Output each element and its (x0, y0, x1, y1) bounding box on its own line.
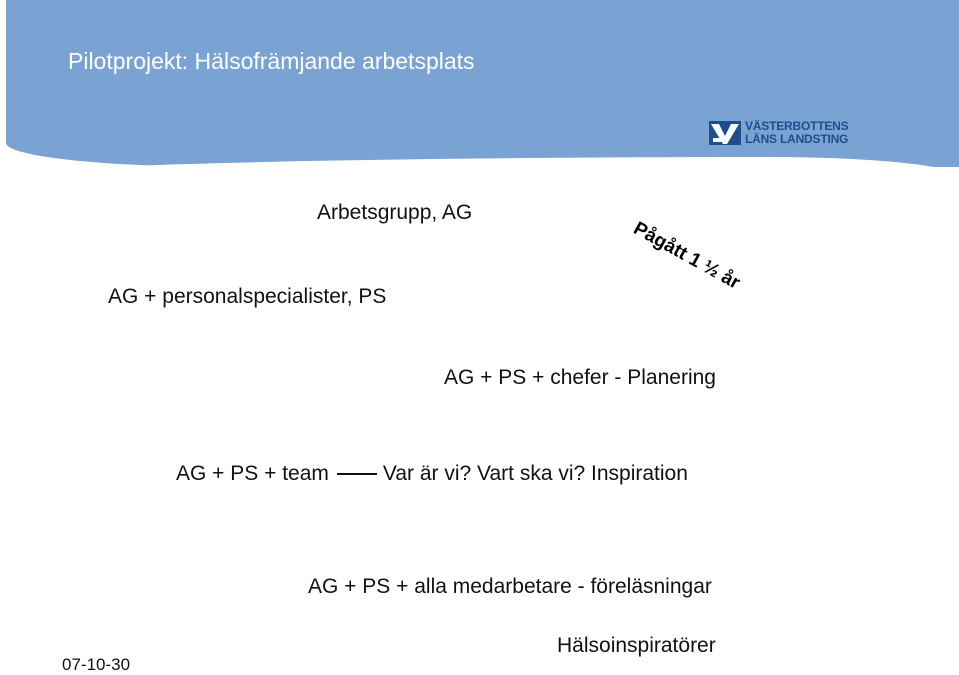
step-team-question: Var är vi? Vart ska vi? Inspiration (382, 462, 688, 485)
logo-line-1: VÄSTERBOTTENS (745, 119, 849, 133)
slide-date: 07-10-30 (62, 655, 131, 674)
team-connector-line (337, 473, 377, 475)
step-chefer-planering: AG + PS + chefer - Planering (444, 366, 716, 389)
logo-text (745, 120, 848, 146)
step-alla-medarbetare: AG + PS + alla medarbetare - föreläsningar (308, 575, 712, 598)
step-team-label: AG + PS + team (176, 462, 329, 485)
logo-line-2: LÄNS LANDSTING (745, 132, 849, 146)
step-arbetsgrupp: Arbetsgrupp, AG (317, 201, 473, 224)
duration-note: Pågått 1 ½ år (629, 218, 744, 294)
step-personalspecialister: AG + personalspecialister, PS (108, 285, 387, 308)
step-team (176, 462, 688, 486)
step-halsoinspiratorer: Hälsoinspiratörer (557, 634, 716, 657)
landsting-logo-icon (709, 118, 741, 148)
vasterbottens-lans-landsting-logo (709, 118, 869, 152)
slide-title: Pilotprojekt: Hälsofrämjande arbetsplats (68, 48, 475, 74)
